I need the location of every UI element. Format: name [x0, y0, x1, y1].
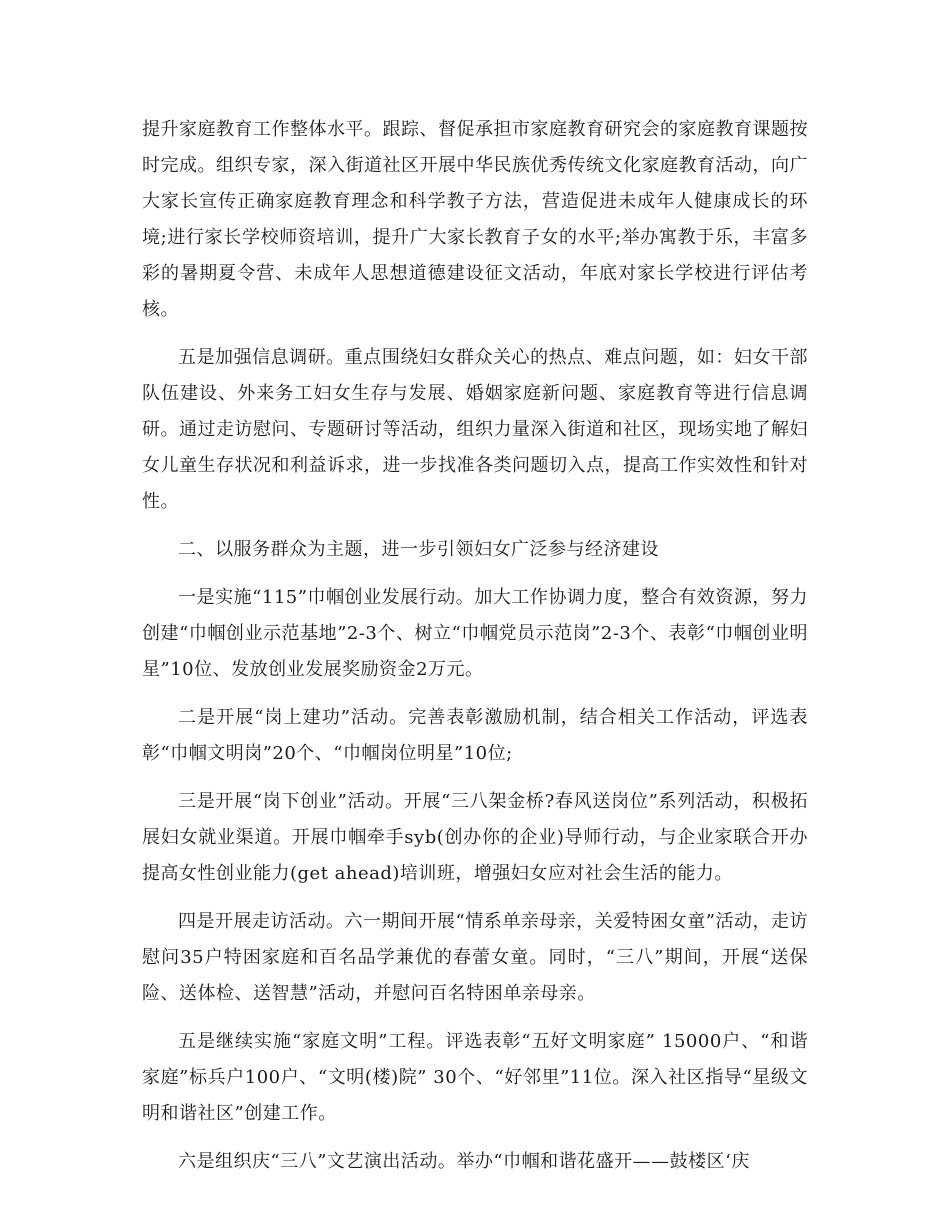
paragraph-information-research: 五是加强信息调研。重点围绕妇女群众关心的热点、难点问题，如：妇女干部队伍建设、外来务工妇女生存与发展、婚姻家庭新问题、家庭教育等进行信息调研。通过走访慰问、专题研讨等活动，组织力量深入街道和社区，现场实地了解妇女儿童生存状况和利益诉求，进一步找准各类问题切入点，提高工作实效性和针对性。: [142, 347, 808, 512]
paragraph-family-civilization: 五是继续实施“家庭文明”工程。评选表彰“五好文明家庭” 15000户、“和谐家庭”标兵户100户、“文明(楼)院” 30个、“好邻里”11位。深入社区指导“星级文明和谐社区”创建工作。: [142, 1031, 808, 1124]
document-body: [142, 112, 808, 1192]
paragraph-entrepreneurship: 三是开展“岗下创业”活动。开展“三八架金桥?春风送岗位”系列活动，积极拓展妇女就业渠道。开展巾帼牵手syb(创办你的企业)导师行动，与企业家联合开办提高女性创业能力(get ahead)培训班，增强妇女应对社会生活的能力。: [142, 791, 808, 884]
paragraph-post-achievement: 二是开展“岗上建功”活动。完善表彰激励机制，结合相关工作活动，评选表彰“巾帼文明岗”20个、“巾帼岗位明星”10位;: [142, 707, 808, 764]
paragraph-family-education-continued: 提升家庭教育工作整体水平。跟踪、督促承担市家庭教育研究会的家庭教育课题按时完成。组织专家，深入街道社区开展中华民族优秀传统文化家庭教育活动，向广大家长宣传正确家庭教育理念和科学教子方法，营造促进未成年人健康成长的环境;进行家长学校师资培训，提升广大家长教育子女的水平;举办寓教于乐，丰富多彩的暑期夏令营、未成年人思想道德建设征文活动，年底对家长学校进行评估考核。: [142, 119, 808, 320]
paragraph-115-action: 一是实施“115”巾帼创业发展行动。加大工作协调力度，整合有效资源，努力创建“巾帼创业示范基地”2-3个、树立“巾帼党员示范岗”2-3个、表彰“巾帼创业明星”10位、发放创业发展奖励资金2万元。: [142, 587, 808, 680]
paragraph-visits: 四是开展走访活动。六一期间开展“情系单亲母亲，关爱特困女童”活动，走访慰问35户特困家庭和百名品学兼优的春蕾女童。同时，“三八”期间，开展“送保险、送体检、送智慧”活动，并慰问百名特困单亲母亲。: [142, 911, 808, 1004]
paragraph-performance: 六是组织庆“三八”文艺演出活动。举办“巾帼和谐花盛开——鼓楼区‘庆: [178, 1151, 750, 1172]
section-heading-service: 二、以服务群众为主题，进一步引领妇女广泛参与经济建设: [178, 539, 659, 560]
